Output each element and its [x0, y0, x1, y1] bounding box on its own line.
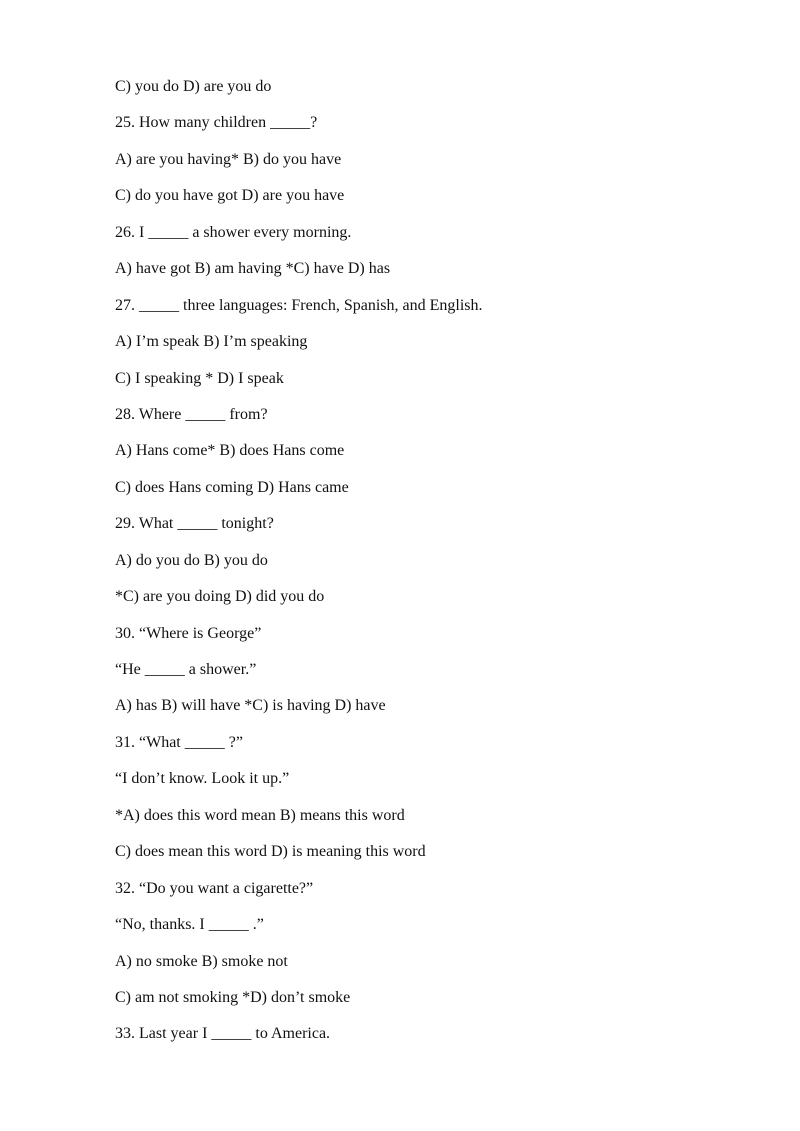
- answer-options-line: C) am not smoking *D) don’t smoke: [115, 988, 351, 1006]
- question-33: 33. Last year I _____ to America.: [115, 1025, 331, 1043]
- answer-options-line: C) does mean this word D) is meaning this word: [115, 843, 426, 861]
- dialogue-line: “I don’t know. Look it up.”: [115, 770, 290, 788]
- answer-options-line: A) has B) will have *C) is having D) have: [115, 697, 386, 715]
- dialogue-line: “No, thanks. I _____ .”: [115, 916, 264, 934]
- question-25: 25. How many children _____?: [115, 114, 318, 132]
- answer-options-line: A) no smoke B) smoke not: [115, 952, 288, 970]
- answer-options-line: A) are you having* B) do you have: [115, 150, 342, 168]
- answer-options-line: A) I’m speak B) I’m speaking: [115, 333, 308, 351]
- question-29: 29. What _____ tonight?: [115, 515, 274, 533]
- question-28: 28. Where _____ from?: [115, 405, 268, 423]
- answer-options-line: C) does Hans coming D) Hans came: [115, 478, 349, 496]
- answer-options-line: *A) does this word mean B) means this word: [115, 806, 405, 824]
- answer-options-line: A) do you do B) you do: [115, 551, 268, 569]
- answer-options-line: C) you do D) are you do: [115, 78, 272, 95]
- dialogue-line: “He _____ a shower.”: [115, 661, 257, 678]
- answer-options-line: A) have got B) am having *C) have D) has: [115, 260, 391, 278]
- question-27: 27. _____ three languages: French, Spanish, and English.: [115, 296, 483, 314]
- answer-options-line: C) I speaking * D) I speak: [115, 369, 284, 387]
- answer-options-line: A) Hans come* B) does Hans come: [115, 442, 345, 460]
- question-31: 31. “What _____ ?”: [115, 733, 243, 751]
- question-26: 26. I _____ a shower every morning.: [115, 223, 352, 241]
- text-lines: [115, 75, 755, 1059]
- question-30: 30. “Where is George”: [115, 624, 262, 642]
- answer-options-line: *C) are you doing D) did you do: [115, 588, 325, 606]
- answer-options-line: C) do you have got D) are you have: [115, 187, 345, 205]
- question-32: 32. “Do you want a cigarette?”: [115, 879, 314, 897]
